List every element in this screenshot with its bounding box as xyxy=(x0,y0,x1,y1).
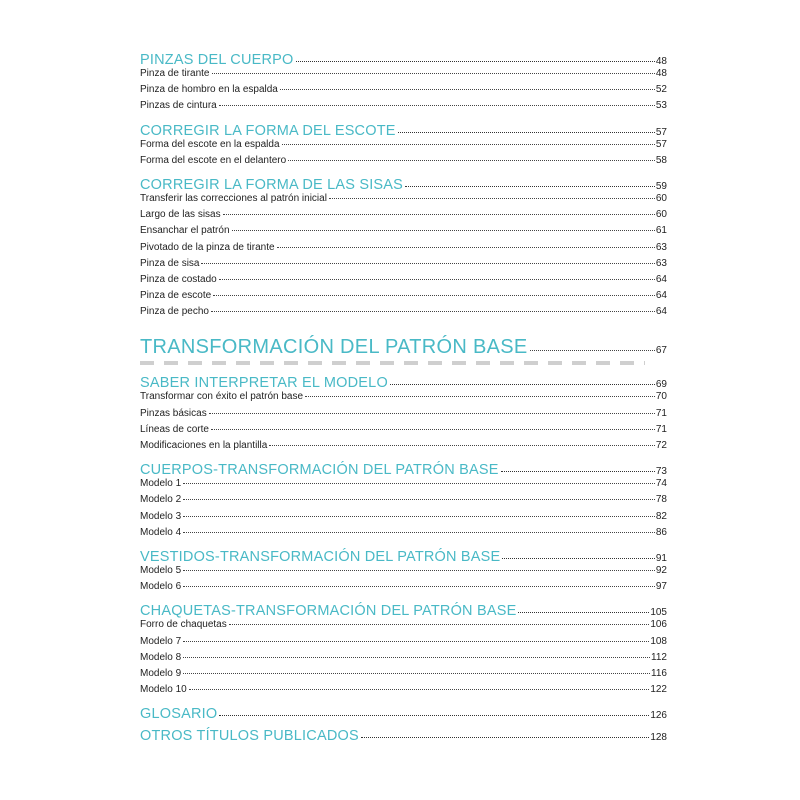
entry-title: Pinzas básicas xyxy=(140,407,207,419)
dot-leader xyxy=(183,499,655,500)
toc-entry[interactable] xyxy=(140,565,667,581)
page-number: 59 xyxy=(655,180,667,192)
dot-leader xyxy=(405,186,655,187)
section-title: SABER INTERPRETAR EL MODELO xyxy=(140,375,388,392)
toc-section-heading[interactable] xyxy=(140,728,667,744)
page-number: 64 xyxy=(655,306,667,318)
dot-leader xyxy=(269,445,655,446)
entry-title: Forro de chaquetas xyxy=(140,619,227,631)
toc-entry[interactable] xyxy=(140,408,667,424)
entry-title: Pinza de hombro en la espalda xyxy=(140,84,278,96)
page-number: 64 xyxy=(655,290,667,302)
dot-leader xyxy=(282,144,655,145)
dot-leader xyxy=(183,586,655,587)
page-number: 60 xyxy=(655,192,667,204)
toc-section-heading[interactable] xyxy=(140,603,667,619)
toc-section-heading[interactable] xyxy=(140,123,667,139)
toc-entry[interactable] xyxy=(140,527,667,543)
entry-title: Pinza de costado xyxy=(140,273,217,285)
dot-leader xyxy=(219,715,649,716)
toc-entry[interactable] xyxy=(140,242,667,258)
dot-leader xyxy=(212,73,655,74)
dot-leader xyxy=(277,247,655,248)
section-title: CORREGIR LA FORMA DE LAS SISAS xyxy=(140,176,404,193)
dot-leader xyxy=(296,61,655,62)
page-number: 58 xyxy=(655,154,667,166)
dot-leader xyxy=(329,198,655,199)
page-number: 69 xyxy=(655,379,667,391)
dot-leader xyxy=(183,483,655,484)
entry-title: Modelo 1 xyxy=(140,478,182,490)
toc-entry[interactable] xyxy=(140,225,667,241)
toc-entry[interactable] xyxy=(140,84,667,100)
toc-entry[interactable] xyxy=(140,440,667,456)
toc-entry[interactable] xyxy=(140,424,667,440)
dot-leader xyxy=(288,160,655,161)
entry-title: Modelo 7 xyxy=(140,635,182,647)
dot-leader xyxy=(213,295,655,296)
page-number: 60 xyxy=(655,209,667,221)
page-number: 48 xyxy=(655,56,667,67)
page-number: 61 xyxy=(655,225,667,237)
entry-title: Modelo 8 xyxy=(140,651,182,663)
entry-title: Modelo 4 xyxy=(140,526,182,538)
section-title: OTROS TÍTULOS PUBLICADOS xyxy=(140,728,359,745)
dot-leader xyxy=(183,516,655,517)
entry-title: Transferir las correcciones al patrón inicial xyxy=(140,192,327,204)
entry-title: Transformar con éxito el patrón base xyxy=(140,391,304,403)
dot-leader xyxy=(189,689,650,690)
toc-entry[interactable] xyxy=(140,193,667,209)
toc-section-heading[interactable] xyxy=(140,52,667,68)
dot-leader xyxy=(209,413,655,414)
toc-entry[interactable] xyxy=(140,155,667,171)
dot-leader xyxy=(223,214,655,215)
dot-leader xyxy=(280,89,655,90)
entry-title: Largo de las sisas xyxy=(140,209,221,221)
dot-leader xyxy=(305,396,655,397)
page-number: 71 xyxy=(655,423,667,435)
toc-section-heading[interactable] xyxy=(140,177,667,193)
page-number: 82 xyxy=(655,510,667,522)
entry-title: Modelo 5 xyxy=(140,564,182,576)
page-number: 92 xyxy=(655,564,667,576)
dot-leader xyxy=(211,311,655,312)
entry-title: Modelo 3 xyxy=(140,510,182,522)
dot-leader xyxy=(219,105,655,106)
page-number: 112 xyxy=(651,651,667,663)
toc-entry[interactable] xyxy=(140,290,667,306)
dot-leader xyxy=(530,350,655,351)
page-number: 128 xyxy=(650,732,667,744)
entry-title: Pivotado de la pinza de tirante xyxy=(140,241,275,253)
toc-entry[interactable] xyxy=(140,306,667,322)
page-number: 67 xyxy=(655,345,667,357)
entry-title: Modificaciones en la plantilla xyxy=(140,440,268,451)
page-number: 57 xyxy=(655,138,667,150)
entry-title: Pinza de tirante xyxy=(140,68,210,79)
dot-leader xyxy=(183,641,649,642)
page-number: 91 xyxy=(655,552,667,564)
toc-entry[interactable] xyxy=(140,209,667,225)
section-title: GLOSARIO xyxy=(140,706,218,723)
chapter-title: TRANSFORMACIÓN DEL PATRÓN BASE xyxy=(140,336,528,359)
toc-entry[interactable] xyxy=(140,478,667,494)
dot-leader xyxy=(183,673,650,674)
entry-title: Modelo 9 xyxy=(140,667,182,679)
dot-leader xyxy=(219,279,655,280)
toc-section-heading[interactable] xyxy=(140,549,667,565)
toc-section-heading[interactable] xyxy=(140,375,667,391)
entry-title: Modelo 6 xyxy=(140,581,182,593)
section-title: CHAQUETAS-TRANSFORMACIÓN DEL PATRÓN BASE xyxy=(140,603,517,620)
dot-leader xyxy=(211,429,655,430)
page-number: 78 xyxy=(655,494,667,506)
dot-leader xyxy=(398,132,655,133)
dot-leader xyxy=(183,570,655,571)
page-number: 63 xyxy=(655,241,667,253)
page-number: 57 xyxy=(655,126,667,138)
entry-title: Pinza de pecho xyxy=(140,306,209,318)
entry-title: Pinza de escote xyxy=(140,290,212,302)
dot-leader xyxy=(502,558,654,559)
page-number: 52 xyxy=(655,84,667,96)
page-number: 86 xyxy=(655,526,667,538)
toc-entry[interactable] xyxy=(140,274,667,290)
dot-leader xyxy=(229,624,650,625)
toc-entry[interactable] xyxy=(140,668,667,684)
entry-title: Modelo 10 xyxy=(140,684,187,696)
page-number: 48 xyxy=(655,68,667,79)
section-title: VESTIDOS-TRANSFORMACIÓN DEL PATRÓN BASE xyxy=(140,548,501,565)
dot-leader xyxy=(201,263,654,264)
toc-entry[interactable] xyxy=(140,636,667,652)
dot-leader xyxy=(232,230,655,231)
section-title: CUERPOS-TRANSFORMACIÓN DEL PATRÓN BASE xyxy=(140,462,499,479)
dot-leader xyxy=(361,737,649,738)
toc-entry[interactable] xyxy=(140,581,667,597)
page-number: 74 xyxy=(655,478,667,490)
toc-entry[interactable] xyxy=(140,258,667,274)
page-number: 122 xyxy=(650,684,667,696)
toc-entry[interactable] xyxy=(140,511,667,527)
dashed-divider xyxy=(140,361,645,365)
page-number: 53 xyxy=(655,100,667,112)
page-number: 71 xyxy=(655,407,667,419)
dot-leader xyxy=(501,471,655,472)
page-number: 73 xyxy=(655,466,667,478)
dot-leader xyxy=(518,612,649,613)
toc-entry[interactable] xyxy=(140,391,667,407)
entry-title: Forma del escote en el delantero xyxy=(140,154,287,166)
section-title: CORREGIR LA FORMA DEL ESCOTE xyxy=(140,122,396,139)
page-number: 106 xyxy=(650,619,667,631)
toc-entry[interactable] xyxy=(140,68,667,84)
page-number: 108 xyxy=(650,635,667,647)
page-number: 116 xyxy=(651,667,667,679)
dot-leader xyxy=(390,384,655,385)
toc-entry[interactable] xyxy=(140,652,667,668)
toc-entry[interactable] xyxy=(140,684,667,700)
entry-title: Líneas de corte xyxy=(140,423,209,435)
toc-entry[interactable] xyxy=(140,494,667,510)
page-number: 64 xyxy=(655,273,667,285)
page-number: 72 xyxy=(655,440,667,451)
chapter-block xyxy=(140,336,667,365)
toc-entry[interactable] xyxy=(140,100,667,116)
entry-title: Pinzas de cintura xyxy=(140,100,217,112)
page-number: 63 xyxy=(655,257,667,269)
toc-section-heading[interactable] xyxy=(140,462,667,478)
entry-title: Forma del escote en la espalda xyxy=(140,138,280,150)
entry-title: Pinza de sisa xyxy=(140,257,200,269)
page-number: 97 xyxy=(655,581,667,593)
toc-entry[interactable] xyxy=(140,619,667,635)
toc-chapter-heading[interactable] xyxy=(140,336,667,359)
section-title: PINZAS DEL CUERPO xyxy=(140,52,294,68)
entry-title: Modelo 2 xyxy=(140,494,182,506)
toc-entry[interactable] xyxy=(140,139,667,155)
dot-leader xyxy=(183,532,655,533)
toc-section-heading[interactable] xyxy=(140,706,667,722)
entry-title: Ensanchar el patrón xyxy=(140,225,230,237)
table-of-contents xyxy=(140,52,667,744)
page-number: 126 xyxy=(650,710,667,722)
dot-leader xyxy=(183,657,650,658)
page-number: 105 xyxy=(650,607,667,619)
page-number: 70 xyxy=(655,391,667,403)
